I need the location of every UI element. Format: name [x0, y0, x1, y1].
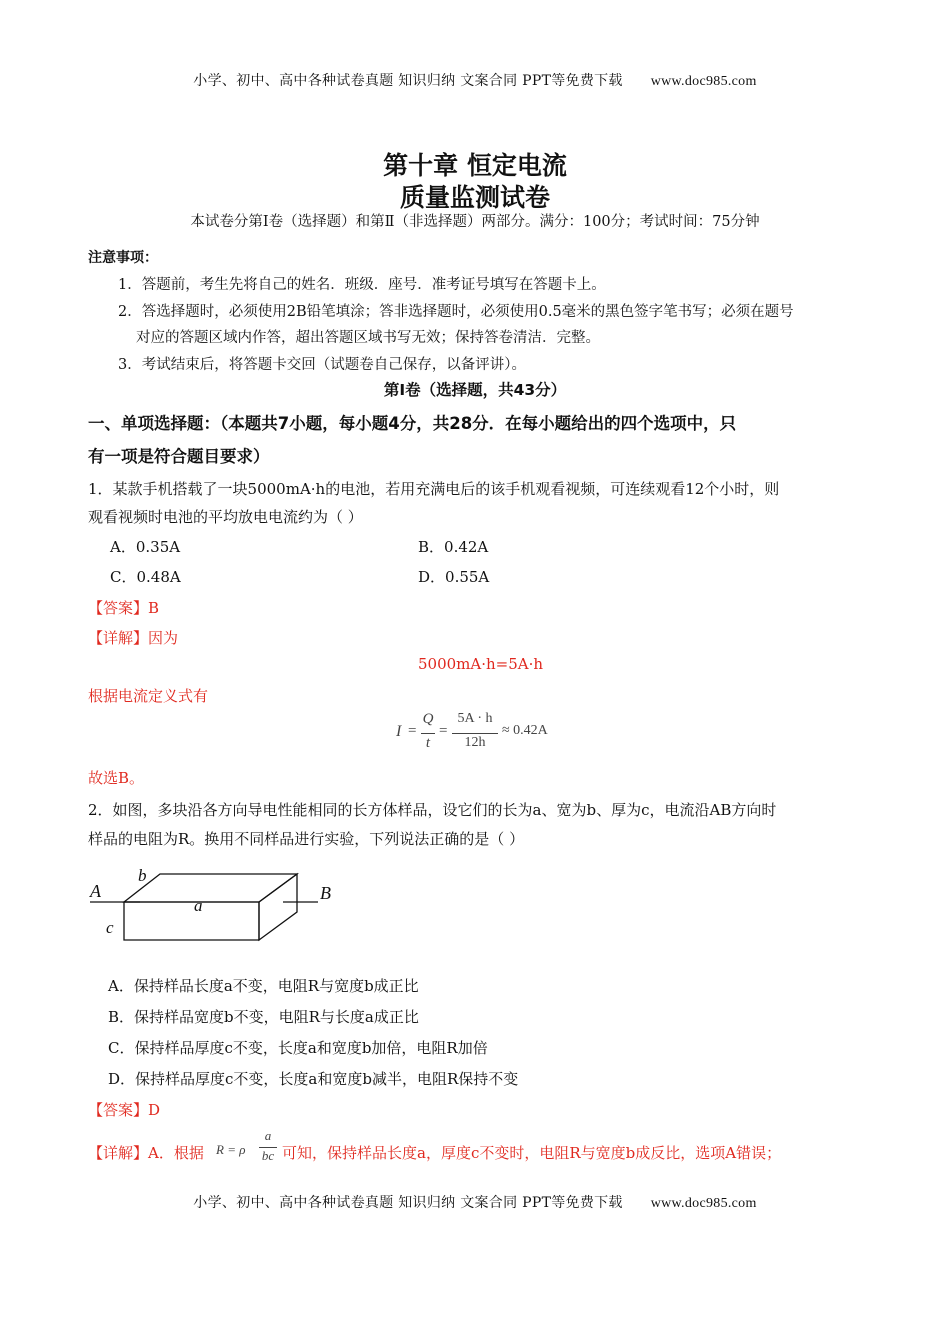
q2-option-c: C．保持样品厚度c不变，长度a和宽度b加倍，电阻R加倍 — [108, 1039, 488, 1057]
formula-den-val: 12h — [464, 735, 486, 750]
formula-den-t: t — [425, 735, 431, 751]
formula-num-val: 5A · h — [457, 711, 493, 726]
cuboid-front-face — [124, 902, 259, 940]
q1-answer: 【答案】B — [88, 599, 160, 617]
formula-eq-sign-2: = — [439, 723, 448, 739]
footer-text: 小学、初中、高中各种试卷真题 知识归纳 文案合同 PPT等免费下载 — [193, 1195, 623, 1211]
q1-conclusion: 故选B。 — [88, 769, 145, 787]
title-line2: 质量监测试卷 — [399, 183, 550, 212]
q2-stem-line2: 样品的电阻为R。换用不同样品进行实验，下列说法正确的是（ ） — [88, 830, 525, 848]
q1-stem-line2: 观看视频时电池的平均放电电流约为（ ） — [88, 508, 363, 526]
label-a: a — [194, 896, 203, 915]
exam-intro: 本试卷分第Ⅰ卷（选择题）和第Ⅱ（非选择题）两部分。满分：100分；考试时间：75分钟 — [190, 214, 760, 230]
formula-result: ≈ 0.42A — [502, 723, 548, 738]
q1-option-b: B．0.42A — [418, 538, 489, 556]
q1-detail: 【详解】因为 — [88, 629, 179, 647]
q2-option-a: A．保持样品长度a不变，电阻R与宽度b成正比 — [108, 977, 419, 995]
q2-answer: 【答案】D — [88, 1101, 161, 1119]
formula-den-bc: bc — [261, 1148, 275, 1163]
q2-detail-line — [88, 1128, 868, 1172]
page-header — [0, 70, 950, 90]
formula-bar-2 — [452, 733, 498, 734]
formula-num-a: a — [264, 1128, 272, 1143]
page-footer — [0, 1192, 950, 1212]
note-item-2-cont: 对应的答题区域内作答，超出答题区域书写无效；保持答卷清洁．完整。 — [136, 330, 600, 346]
formula-lhs: I — [396, 723, 402, 740]
q1-option-c: C．0.48A — [110, 568, 181, 586]
q1-text-2: 根据电流定义式有 — [88, 687, 209, 705]
note-item-2: 2．答选择题时，必须使用2B铅笔填涂；答非选择题时，必须使用0.5毫米的黑色签字笔书写；必须在题号 — [118, 304, 794, 320]
label-B: B — [320, 883, 331, 903]
header-site: www.doc985.com — [650, 74, 757, 89]
q2-detail-prefix: 【详解】A．根据 — [88, 1144, 204, 1162]
q2-option-d: D．保持样品厚度c不变，长度a和宽度b减半，电阻R保持不变 — [108, 1070, 519, 1088]
part1-heading: 第Ⅰ卷（选择题，共43分） — [383, 381, 567, 399]
q2-stem-line1: 2．如图，多块沿各方向导电性能相同的长方体样品，设它们的长为a、宽为b、厚为c，电流沿AB方向时 — [88, 801, 777, 819]
notes-heading: 注意事项： — [88, 250, 158, 266]
note-item-1: 1．答题前，考生先将自己的姓名．班级．座号．准考证号填写在答题卡上。 — [118, 277, 606, 293]
header-text: 小学、初中、高中各种试卷真题 知识归纳 文案合同 PPT等免费下载 — [193, 73, 623, 89]
q1-current-formula — [396, 711, 566, 757]
section1-line2: 有一项是符合题目要求） — [88, 447, 270, 466]
formula-bar-1 — [421, 733, 435, 734]
cuboid-side-face — [259, 874, 297, 940]
section1-line1: 一、单项选择题：（本题共7小题，每小题4分，共28分．在每小题给出的四个选项中，只 — [88, 414, 737, 433]
formula-eq-sign-1: = — [408, 723, 417, 739]
formula-num-q: Q — [422, 711, 434, 727]
note-item-3: 3．考试结束后，将答题卡交回（试题卷自己保存，以备评讲）。 — [118, 357, 526, 373]
q2-detail-suffix: 可知，保持样品长度a，厚度c不变时，电阻R与宽度b成反比，选项A错误； — [282, 1144, 782, 1162]
cuboid-top-face — [124, 874, 297, 902]
q1-option-d: D．0.55A — [418, 568, 490, 586]
label-b: b — [138, 866, 147, 885]
q1-stem-line1: 1．某款手机搭载了一块5000mA·h的电池，若用充满电后的该手机观看视频，可连续观看12个小时，则 — [88, 480, 780, 498]
label-A: A — [90, 881, 101, 901]
label-c: c — [106, 918, 114, 937]
q1-equation-1: 5000mA·h=5A·h — [418, 655, 544, 673]
footer-site: www.doc985.com — [650, 1196, 757, 1211]
q2-option-b: B．保持样品宽度b不变，电阻R与长度a成正比 — [108, 1008, 419, 1026]
q1-option-a: A．0.35A — [110, 538, 181, 556]
formula-r-rho: R = ρ — [216, 1142, 246, 1157]
q2-resistance-formula — [216, 1128, 278, 1168]
title-line1: 第十章 恒定电流 — [383, 151, 567, 180]
cuboid-figure — [84, 862, 344, 946]
